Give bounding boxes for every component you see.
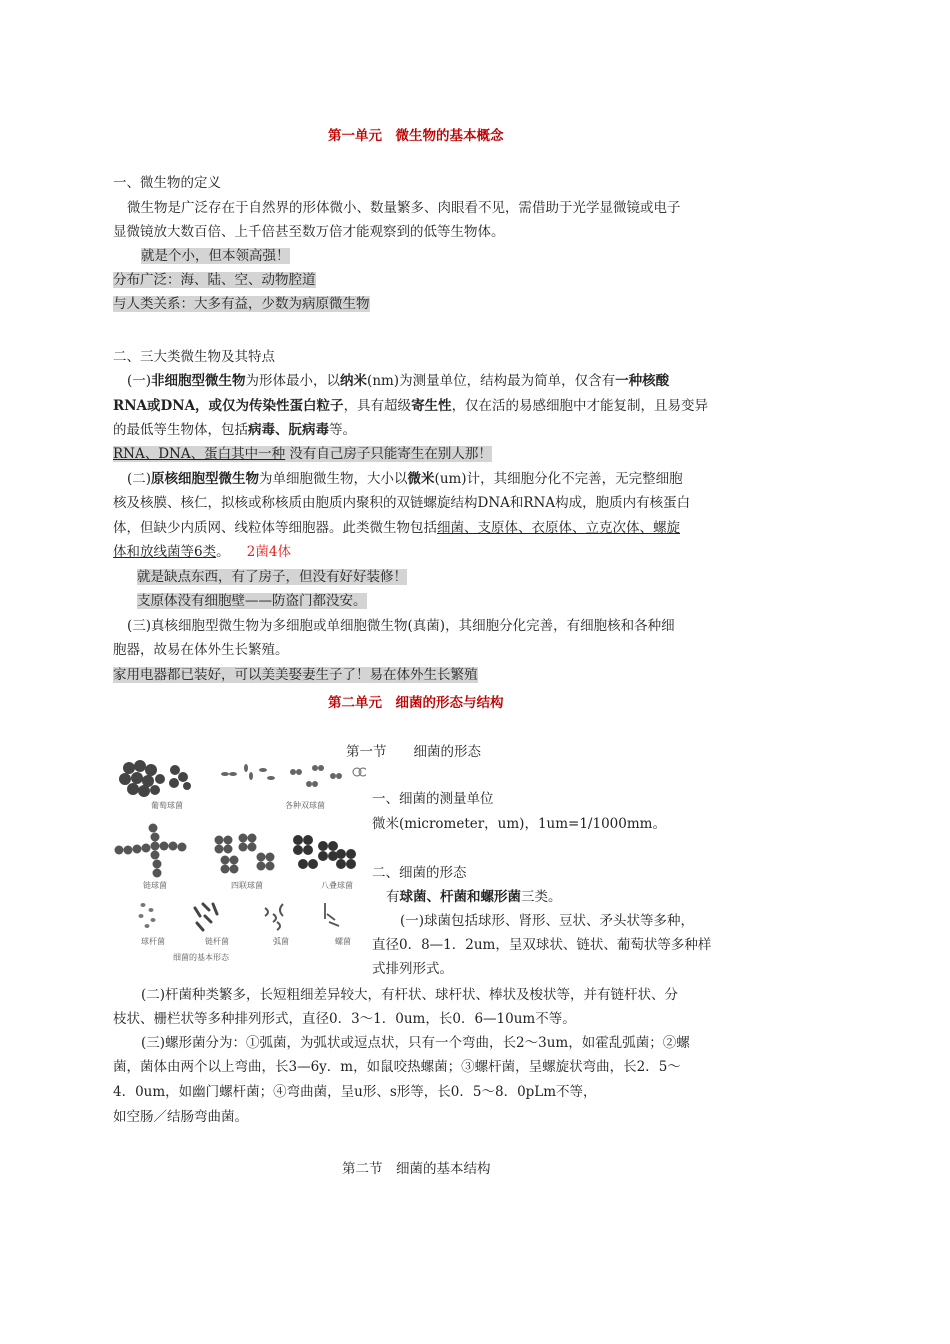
acellular-note: RNA、DNA、蛋白其中一种 没有自己房子只能寄生在别人那！ [113, 446, 492, 462]
fig-label-streptobacillus: 链杆菌 [205, 937, 229, 946]
section2-title: 第二节 细菌的基本结构 [342, 1161, 491, 1177]
sarcina-group [293, 835, 356, 869]
streptobacillus-group [195, 904, 217, 930]
tetrad-group [215, 834, 275, 874]
measure-text: 微米(micrometer，um)，1um=1/1000mm。 [372, 816, 666, 832]
fig-label-staph: 葡萄球菌 [151, 801, 183, 810]
coccobacillus-group [139, 903, 156, 928]
note-small-but-strong [141, 247, 290, 265]
measure-heading: 一、细菌的测量单位 [372, 791, 494, 807]
acellular-line-2: RNA或DNA，或仅为传染性蛋白粒子，具有超级寄生性，仅在活的易感细胞中才能复制，且易变异 [113, 398, 709, 414]
bacillus-line-2: 枝状、栅栏状等多种排列形式，直径0．3～1．0um，长0．6—10um不等。 [113, 1011, 576, 1027]
note-human-relation [113, 295, 370, 313]
definition-line-2: 显微镜放大数百倍、上千倍甚至数万倍才能观察到的低等生物体。 [113, 224, 505, 240]
coccus-line-1: (一)球菌包括球形、肾形、豆状、矛头状等多种， [400, 913, 695, 929]
spiral-line-3: 4．0um，如幽门螺杆菌；④弯曲菌，呈u形、s形等，长0．5～8．0pLm不等， [113, 1084, 597, 1100]
definition-line-1: 微生物是广泛存在于自然界的形体微小、数量繁多、肉眼看不见，需借助于光学显微镜或电子 [127, 200, 681, 216]
prokaryote-line-3: 体，但缺少内质网、线粒体等细胞器。此类微生物包括细菌、支原体、衣原体、立克次体、螺旋 [113, 520, 680, 536]
prokaryote-line-4: 体和放线菌等6类。 2菌4体 [113, 544, 291, 560]
vibrio-group [265, 904, 283, 930]
sec2-heading: 二、三大类微生物及其特点 [113, 349, 275, 365]
spirillum-group [325, 903, 339, 926]
streptococcus-chain [115, 824, 187, 878]
fig-label-sarcina: 八叠球菌 [321, 881, 353, 890]
eukaryote-line-2: 胞器，故易在体外生长繁殖。 [113, 642, 289, 658]
spiral-line-1: (三)螺形菌分为：①弧菌，为弧状或逗点状，只有一个弯曲，长2～3um，如霍乱弧菌；②螺 [141, 1035, 690, 1051]
fig-label-streptococcus: 链球菌 [143, 881, 167, 890]
prokaryote-note-1: 就是缺点东西，有了房子，但没有好好装修！ [137, 569, 407, 585]
prokaryote-line-2: 核及核膜、核仁，拟核或称核质由胞质内聚积的双链螺旋结构DNA和RNA构成，胞质内有核蛋白 [113, 495, 691, 511]
diplococcus-group [221, 764, 366, 787]
fig-label-diplococci: 各种双球菌 [285, 801, 325, 810]
prokaryote-line-1: (二)原核细胞型微生物为单细胞微生物，大小以微米(um)计，其细胞分化不完善，无完整细胞 [127, 471, 683, 487]
acellular-line-3: 的最低等生物体，包括病毒、朊病毒等。 [113, 422, 356, 438]
note-highlight: 与人类关系：大多有益，少数为病原微生物 [113, 296, 370, 312]
fig-caption: 细菌的基本形态 [173, 953, 229, 962]
shape-intro: 有球菌、杆菌和螺形菌三类。 [386, 889, 562, 905]
bacteria-shapes-figure [113, 758, 366, 968]
spiral-line-2: 菌，菌体由两个以上弯曲，长3—6y．m，如鼠咬热螺菌；③螺杆菌，呈螺旋状弯曲，长2．5～ [113, 1059, 681, 1075]
prokaryote-note-2: 支原体没有细胞壁——防盗门都没安。 [137, 593, 367, 609]
coccus-line-2: 直径0．8—1．2um，呈双球状、链状、葡萄状等多种样 [372, 937, 712, 953]
eukaryote-line-1: (三)真核细胞型微生物为多细胞或单细胞微生物(真菌)，其细胞分化完善，有细胞核和各种细 [127, 618, 675, 634]
note-highlight: 分布广泛：海、陆、空、动物腔道 [113, 272, 316, 288]
unit1-title: 第一单元 微生物的基本概念 [328, 128, 504, 144]
unit2-title: 第二单元 细菌的形态与结构 [328, 695, 504, 711]
fig-label-vibrio: 弧菌 [273, 937, 289, 946]
acellular-line-1: (一)非细胞型微生物为形体最小，以纳米(nm)为测量单位，结构最为简单，仅含有一种核酸 [127, 373, 670, 389]
staphylococcus-cluster [119, 760, 191, 797]
note-highlight: 就是个小，但本领高强！ [141, 248, 290, 264]
bacillus-line-1: (二)杆菌种类繁多，长短粗细差异较大，有杆状、球杆状、棒状及梭状等，并有链杆状、分 [141, 987, 679, 1003]
fig-label-coccobacillus: 球杆菌 [141, 937, 165, 946]
mnemonic-2-bacteria-4-bodies: 2菌4体 [246, 544, 291, 560]
eukaryote-note: 家用电器都已装好，可以美美娶妻生子了！易在体外生长繁殖 [113, 667, 478, 683]
fig-label-tetrad: 四联球菌 [231, 881, 263, 890]
fig-label-spirillum: 螺菌 [335, 937, 351, 946]
sec1-heading: 一、微生物的定义 [113, 175, 221, 191]
coccus-line-3: 式排列形式。 [372, 961, 453, 977]
spiral-line-4: 如空肠／结肠弯曲菌。 [113, 1109, 248, 1125]
shape-heading: 二、细菌的形态 [372, 865, 467, 881]
note-distribution [113, 271, 316, 289]
section1-title: 第一节 细菌的形态 [346, 744, 481, 760]
